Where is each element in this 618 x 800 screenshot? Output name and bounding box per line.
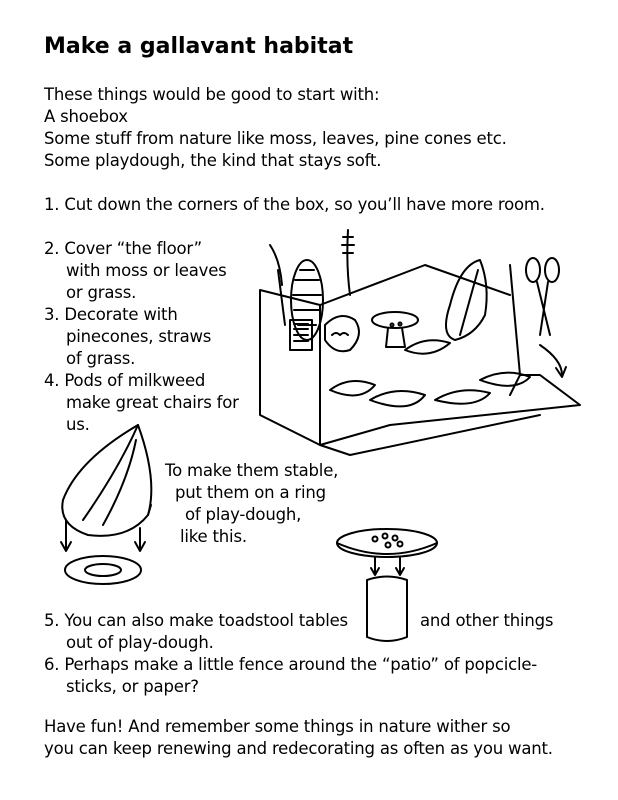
step-4-line-3: us. [66,415,90,434]
step-3-line-3: of grass. [66,349,136,368]
step-2-line-1: 2. Cover “the floor” [44,239,203,258]
step-1: 1. Cut down the corners of the box, so you’ll have more room. [44,195,545,214]
step-6-line-2: sticks, or paper? [66,677,199,696]
stable-note-line-3: of play-dough, [185,505,302,524]
step-5-line-1: 5. You can also make toadstool tables [44,611,348,630]
step-4-line-1: 4. Pods of milkweed [44,371,206,390]
step-2-line-2: with moss or leaves [66,261,227,280]
stable-note-line-1: To make them stable, [165,461,339,480]
toadstool-table-illustration [330,525,445,650]
step-4-line-2: make great chairs for [66,393,239,412]
step-5-line-1b: and other things [420,611,554,630]
closing-line-1: Have fun! And remember some things in nature wither so [44,717,511,736]
step-5-line-2: out of play-dough. [66,633,214,652]
intro-line-4: Some playdough, the kind that stays soft. [44,151,382,170]
page-title: Make a gallavant habitat [44,34,354,59]
stable-note-line-4: like this. [180,527,247,546]
step-2-line-3: or grass. [66,283,137,302]
stable-note-line-2: put them on a ring [175,483,326,502]
shoebox-habitat-illustration [250,225,580,455]
step-3-line-2: pinecones, straws [66,327,212,346]
closing-line-2: you can keep renewing and redecorating as often as you want. [44,739,553,758]
step-6-line-1: 6. Perhaps make a little fence around the “patio” of popcicle- [44,655,538,674]
intro-line-1: These things would be good to start with: [44,85,380,104]
intro-line-2: A shoebox [44,107,128,126]
milkweed-pod-illustration [48,420,168,590]
step-3-line-1: 3. Decorate with [44,305,178,324]
intro-line-3: Some stuff from nature like moss, leaves, pine cones etc. [44,129,507,148]
